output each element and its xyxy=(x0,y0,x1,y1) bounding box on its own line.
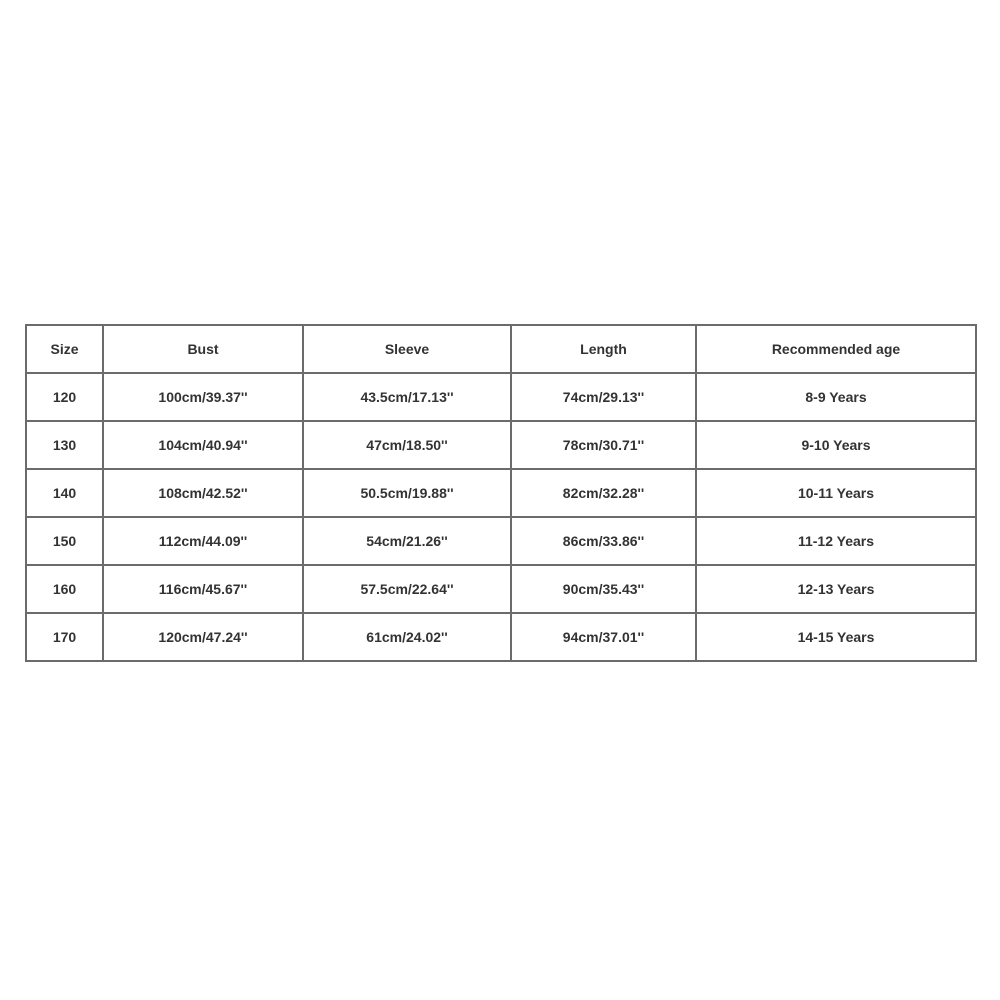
table-row xyxy=(26,613,976,661)
cell-recommended-age: 12-13 Years xyxy=(696,565,976,613)
header-row xyxy=(26,325,976,373)
cell-sleeve: 50.5cm/19.88'' xyxy=(303,469,511,517)
table-row xyxy=(26,421,976,469)
cell-length: 86cm/33.86'' xyxy=(511,517,696,565)
cell-recommended-age: 11-12 Years xyxy=(696,517,976,565)
cell-sleeve: 47cm/18.50'' xyxy=(303,421,511,469)
cell-length: 90cm/35.43'' xyxy=(511,565,696,613)
cell-bust: 116cm/45.67'' xyxy=(103,565,303,613)
cell-recommended-age: 9-10 Years xyxy=(696,421,976,469)
size-chart-table xyxy=(25,324,977,662)
header-bust: Bust xyxy=(103,325,303,373)
table-row xyxy=(26,517,976,565)
table-row xyxy=(26,469,976,517)
cell-recommended-age: 14-15 Years xyxy=(696,613,976,661)
header-size: Size xyxy=(26,325,103,373)
cell-sleeve: 57.5cm/22.64'' xyxy=(303,565,511,613)
cell-sleeve: 43.5cm/17.13'' xyxy=(303,373,511,421)
cell-recommended-age: 8-9 Years xyxy=(696,373,976,421)
cell-sleeve: 54cm/21.26'' xyxy=(303,517,511,565)
cell-bust: 100cm/39.37'' xyxy=(103,373,303,421)
cell-size: 130 xyxy=(26,421,103,469)
header-recommended-age: Recommended age xyxy=(696,325,976,373)
cell-bust: 108cm/42.52'' xyxy=(103,469,303,517)
table-row xyxy=(26,565,976,613)
size-chart-header xyxy=(26,325,976,373)
header-sleeve: Sleeve xyxy=(303,325,511,373)
cell-bust: 104cm/40.94'' xyxy=(103,421,303,469)
cell-length: 94cm/37.01'' xyxy=(511,613,696,661)
cell-size: 120 xyxy=(26,373,103,421)
cell-length: 82cm/32.28'' xyxy=(511,469,696,517)
cell-size: 150 xyxy=(26,517,103,565)
cell-size: 140 xyxy=(26,469,103,517)
cell-size: 160 xyxy=(26,565,103,613)
cell-bust: 120cm/47.24'' xyxy=(103,613,303,661)
size-chart-body xyxy=(26,373,976,661)
cell-length: 74cm/29.13'' xyxy=(511,373,696,421)
cell-length: 78cm/30.71'' xyxy=(511,421,696,469)
cell-size: 170 xyxy=(26,613,103,661)
cell-recommended-age: 10-11 Years xyxy=(696,469,976,517)
cell-sleeve: 61cm/24.02'' xyxy=(303,613,511,661)
header-length: Length xyxy=(511,325,696,373)
cell-bust: 112cm/44.09'' xyxy=(103,517,303,565)
table-row xyxy=(26,373,976,421)
